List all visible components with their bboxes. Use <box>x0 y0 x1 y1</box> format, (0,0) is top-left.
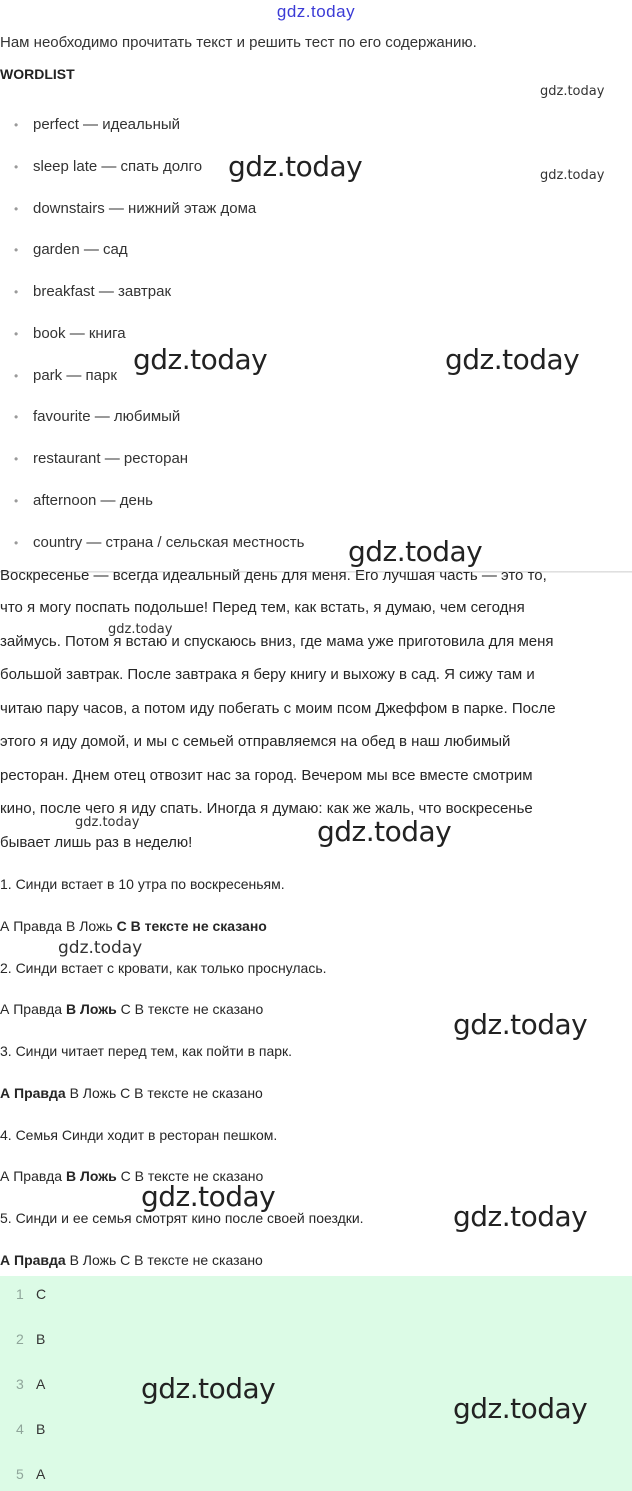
wordlist-item: • restaurant — ресторан <box>14 450 189 467</box>
intro-text: Нам необходимо прочитать текст и решить тест по его содержанию. <box>0 34 477 51</box>
story-line: кино, после чего я иду спать. Иногда я думаю: как же жаль, что воскресенье <box>0 800 533 817</box>
wordlist-item: • downstairs — нижний этаж дома <box>14 200 257 217</box>
watermark: gdz.today <box>445 343 580 376</box>
wordlist-item: • favourite — любимый <box>14 408 181 425</box>
answer-number: 3 <box>16 1376 24 1392</box>
story-line: бывает лишь раз в неделю! <box>0 834 193 851</box>
story-line: Воскресенье — всегда идеальный день для меня. Его лучшая часть — это то, <box>0 567 547 584</box>
option-c: С В тексте не сказано <box>120 1085 263 1101</box>
answer-value: С <box>36 1286 47 1302</box>
question-options <box>0 1085 263 1101</box>
watermark: gdz.today <box>58 938 143 958</box>
watermark: gdz.today <box>317 815 452 848</box>
watermark: gdz.today <box>348 535 483 568</box>
bullet-icon: • <box>14 410 19 424</box>
option-b: В Ложь <box>66 1168 117 1184</box>
wordlist-item: • book — книга <box>14 325 126 342</box>
option-b: В Ложь <box>66 918 113 934</box>
bullet-icon: • <box>14 452 19 466</box>
watermark: gdz.today <box>141 1180 276 1213</box>
option-a: А Правда <box>0 918 63 934</box>
option-a: А Правда <box>0 1252 66 1268</box>
question-options <box>0 1001 263 1017</box>
bullet-icon: • <box>14 327 19 341</box>
option-b: В Ложь <box>69 1252 117 1268</box>
wordlist-item: • park — парк <box>14 367 117 384</box>
question-text: 5. Синди и ее семья смотрят кино после своей поездки. <box>0 1210 364 1226</box>
story-line: большой завтрак. После завтрака я беру книгу и выхожу в сад. Я сижу там и <box>0 666 535 683</box>
watermark: gdz.today <box>108 622 173 637</box>
answer-number: 4 <box>16 1421 24 1437</box>
story-line: займусь. Потом я встаю и спускаюсь вниз, где мама уже приготовила для меня <box>0 633 554 650</box>
option-c: С В тексте не сказано <box>120 1168 264 1184</box>
answer-value: А <box>36 1466 46 1482</box>
option-c: С В тексте не сказано <box>116 918 267 934</box>
option-b: В Ложь <box>66 1001 117 1017</box>
option-a: А Правда <box>0 1001 63 1017</box>
watermark: gdz.today <box>75 815 140 830</box>
watermark: gdz.today <box>540 168 605 183</box>
wordlist-item: • garden — сад <box>14 241 128 258</box>
wordlist-item: • sleep late — спать долго <box>14 158 203 175</box>
watermark: gdz.today <box>453 1392 588 1425</box>
answer-number: 2 <box>16 1331 24 1347</box>
answer-number: 5 <box>16 1466 24 1482</box>
answer-value: В <box>36 1331 46 1347</box>
option-b: В Ложь <box>69 1085 117 1101</box>
bullet-icon: • <box>14 160 19 174</box>
bullet-icon: • <box>14 285 19 299</box>
bullet-icon: • <box>14 369 19 383</box>
bullet-icon: • <box>14 494 19 508</box>
answer-value: А <box>36 1376 46 1392</box>
wordlist-heading: WORDLIST <box>0 66 75 82</box>
answer-number: 1 <box>16 1286 24 1302</box>
bullet-icon: • <box>14 536 19 550</box>
question-options <box>0 918 267 934</box>
question-text: 3. Синди читает перед тем, как пойти в парк. <box>0 1043 293 1059</box>
watermark: gdz.today <box>133 343 268 376</box>
story-line: этого я иду домой, и мы с семьей отправляемся на обед в наш любимый <box>0 733 511 750</box>
bullet-icon: • <box>14 118 19 132</box>
story-line: ресторан. Днем отец отвозит нас за город. Вечером мы все вместе смотрим <box>0 767 533 784</box>
question-text: 2. Синди встает с кровати, как только проснулась. <box>0 960 327 976</box>
answer-value: В <box>36 1421 46 1437</box>
watermark: gdz.today <box>228 150 363 183</box>
site-title[interactable]: gdz.today <box>276 2 356 21</box>
question-text: 4. Семья Синди ходит в ресторан пешком. <box>0 1127 278 1143</box>
watermark: gdz.today <box>141 1372 276 1405</box>
option-a: А Правда <box>0 1085 66 1101</box>
bullet-icon: • <box>14 243 19 257</box>
option-c: С В тексте не сказано <box>120 1252 263 1268</box>
wordlist-item: • perfect — идеальный <box>14 116 181 133</box>
wordlist-item: • afternoon — день <box>14 492 153 509</box>
question-text: 1. Синди встает в 10 утра по воскресеньям. <box>0 876 285 892</box>
story-line: читаю пару часов, а потом иду побегать с моим псом Джеффом в парке. После <box>0 700 556 717</box>
question-options <box>0 1252 263 1268</box>
watermark: gdz.today <box>453 1008 588 1041</box>
watermark: gdz.today <box>453 1200 588 1233</box>
option-c: С В тексте не сказано <box>120 1001 264 1017</box>
wordlist-item: • country — страна / сельская местность <box>14 534 305 551</box>
option-a: А Правда <box>0 1168 63 1184</box>
story-line: что я могу поспать подольше! Перед тем, как встать, я думаю, чем сегодня <box>0 599 525 616</box>
answers-panel <box>0 1276 632 1491</box>
wordlist-item: • breakfast — завтрак <box>14 283 172 300</box>
watermark: gdz.today <box>540 84 605 99</box>
bullet-icon: • <box>14 202 19 216</box>
